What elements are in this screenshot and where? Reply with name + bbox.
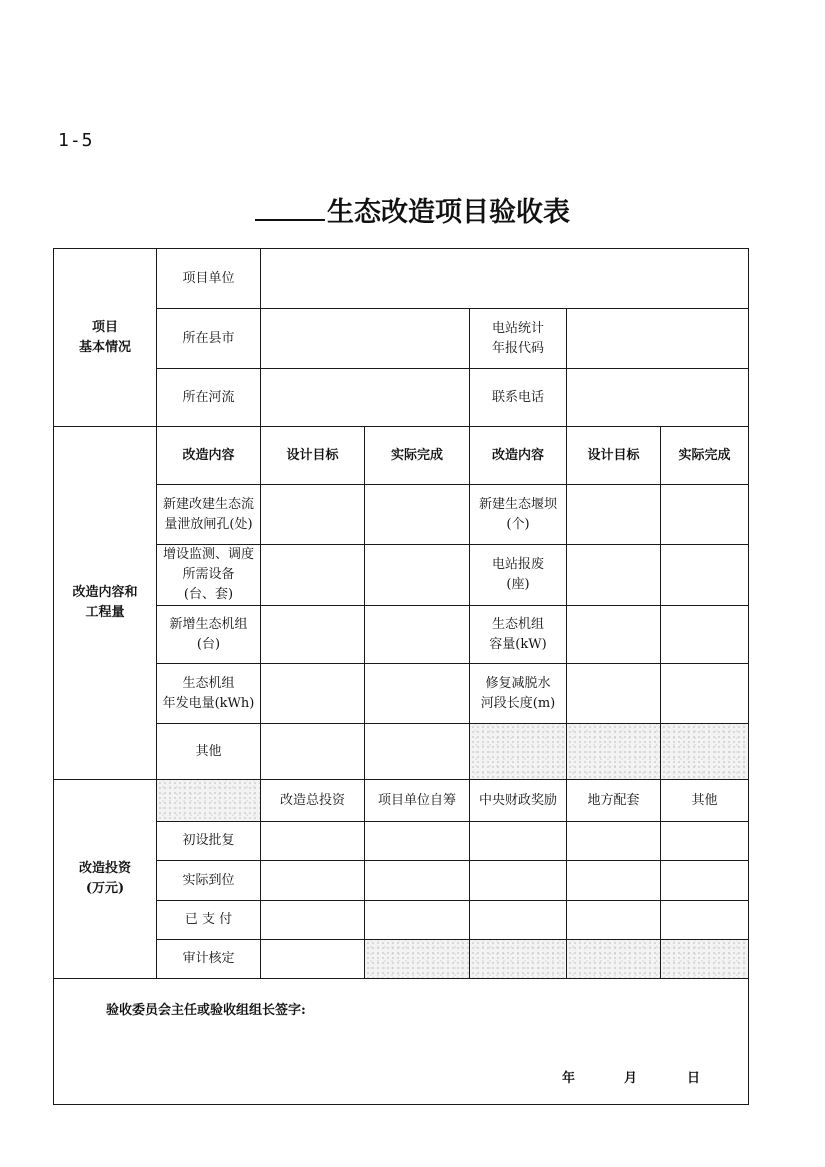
investment-field[interactable] bbox=[470, 822, 567, 861]
county-label: 所在县市 bbox=[157, 309, 261, 369]
works-header-actual: 实际完成 bbox=[365, 427, 470, 485]
date-month-label: 月 bbox=[624, 1071, 638, 1086]
investment-field[interactable] bbox=[261, 940, 365, 979]
works-item-other: 其他 bbox=[157, 724, 261, 780]
works-design-field[interactable] bbox=[567, 606, 661, 664]
works-actual-field[interactable] bbox=[365, 606, 470, 664]
date-year-label: 年 bbox=[562, 1071, 576, 1086]
works-item-left bbox=[157, 485, 261, 545]
signature-label: 验收委员会主任或验收组组长签字: bbox=[106, 1003, 306, 1018]
works-header-design-2: 设计目标 bbox=[567, 427, 661, 485]
works-item-right-text: 电站报废 (座) bbox=[491, 557, 544, 592]
works-header-content-2: 改造内容 bbox=[470, 427, 567, 485]
works-design-field[interactable] bbox=[261, 664, 365, 724]
works-design-field[interactable] bbox=[567, 664, 661, 724]
works-item-left-text: 新增生态机组 (台) bbox=[169, 616, 248, 652]
works-item-right bbox=[470, 664, 567, 724]
river-field[interactable] bbox=[261, 369, 470, 427]
investment-header: 中央财政奖励 bbox=[470, 780, 567, 822]
date-day-label: 日 bbox=[687, 1071, 701, 1086]
works-item-right-text: 修复减脱水 河段长度(m) bbox=[480, 675, 556, 711]
shaded-cell bbox=[470, 724, 567, 780]
shaded-cell bbox=[567, 940, 661, 979]
station-code-label-text: 电站统计 年报代码 bbox=[491, 320, 544, 356]
phone-field[interactable] bbox=[567, 369, 749, 427]
works-header-design: 设计目标 bbox=[261, 427, 365, 485]
investment-header: 项目单位自筹 bbox=[365, 780, 470, 822]
works-actual-field[interactable] bbox=[365, 545, 470, 606]
river-label: 所在河流 bbox=[157, 369, 261, 427]
investment-field[interactable] bbox=[567, 901, 661, 940]
shaded-cell bbox=[661, 724, 749, 780]
investment-field[interactable] bbox=[261, 901, 365, 940]
investment-row-label: 实际到位 bbox=[157, 861, 261, 901]
investment-field[interactable] bbox=[261, 861, 365, 901]
shaded-cell bbox=[661, 940, 749, 979]
station-code-label bbox=[470, 309, 567, 369]
investment-section-label bbox=[54, 780, 157, 979]
investment-field[interactable] bbox=[470, 861, 567, 901]
basic-info-section-label bbox=[54, 249, 157, 427]
investment-field[interactable] bbox=[365, 901, 470, 940]
acceptance-form-table bbox=[53, 248, 749, 1105]
investment-header: 地方配套 bbox=[567, 780, 661, 822]
works-design-field[interactable] bbox=[567, 545, 661, 606]
basic-info-section-label-text: 项目 基本情况 bbox=[78, 319, 131, 355]
works-actual-field[interactable] bbox=[365, 485, 470, 545]
works-item-right bbox=[470, 606, 567, 664]
works-actual-field[interactable] bbox=[661, 606, 749, 664]
works-design-field[interactable] bbox=[261, 724, 365, 780]
works-item-right-text: 生态机组 容量(kW) bbox=[489, 616, 547, 652]
investment-field[interactable] bbox=[261, 822, 365, 861]
works-item-left-text: 生态机组 年发电量(kWh) bbox=[162, 675, 255, 711]
works-section-label-text: 改造内容和 工程量 bbox=[72, 585, 138, 620]
investment-row-label: 已 支 付 bbox=[157, 901, 261, 940]
works-item-right-text: 新建生态堰坝 (个) bbox=[478, 496, 557, 532]
investment-field[interactable] bbox=[567, 861, 661, 901]
investment-section-label-text: 改造投资 (万元) bbox=[78, 861, 131, 896]
form-title bbox=[0, 190, 825, 229]
works-design-field[interactable] bbox=[261, 545, 365, 606]
station-code-field[interactable] bbox=[567, 309, 749, 369]
shaded-cell bbox=[365, 940, 470, 979]
works-item-left bbox=[157, 545, 261, 606]
project-unit-field[interactable] bbox=[261, 249, 749, 309]
investment-row-label: 初设批复 bbox=[157, 822, 261, 861]
works-section-label bbox=[54, 427, 157, 780]
works-item-right bbox=[470, 485, 567, 545]
works-item-left bbox=[157, 664, 261, 724]
shaded-cell bbox=[567, 724, 661, 780]
investment-row-label: 审计核定 bbox=[157, 940, 261, 979]
investment-header: 其他 bbox=[661, 780, 749, 822]
project-unit-label: 项目单位 bbox=[157, 249, 261, 309]
title-text: 生态改造项目验收表 bbox=[327, 197, 570, 228]
phone-label: 联系电话 bbox=[470, 369, 567, 427]
works-actual-field[interactable] bbox=[365, 664, 470, 724]
investment-field[interactable] bbox=[661, 822, 749, 861]
works-item-right bbox=[470, 545, 567, 606]
signature-area[interactable] bbox=[54, 979, 749, 1105]
investment-header: 改造总投资 bbox=[261, 780, 365, 822]
works-actual-field[interactable] bbox=[661, 664, 749, 724]
works-design-field[interactable] bbox=[261, 485, 365, 545]
works-header-actual-2: 实际完成 bbox=[661, 427, 749, 485]
works-item-left bbox=[157, 606, 261, 664]
investment-field[interactable] bbox=[365, 822, 470, 861]
works-design-field[interactable] bbox=[261, 606, 365, 664]
shaded-cell bbox=[470, 940, 567, 979]
works-item-left-text: 新建改建生态流 量泄放闸孔(处) bbox=[162, 496, 254, 532]
investment-field[interactable] bbox=[661, 901, 749, 940]
works-design-field[interactable] bbox=[567, 485, 661, 545]
works-actual-field[interactable] bbox=[661, 545, 749, 606]
works-actual-field[interactable] bbox=[365, 724, 470, 780]
title-blank-line[interactable] bbox=[255, 217, 325, 221]
county-field[interactable] bbox=[261, 309, 470, 369]
works-header-content: 改造内容 bbox=[157, 427, 261, 485]
page-number: 1-5 bbox=[58, 130, 94, 151]
investment-field[interactable] bbox=[661, 861, 749, 901]
shaded-cell bbox=[157, 780, 261, 822]
investment-field[interactable] bbox=[365, 861, 470, 901]
investment-field[interactable] bbox=[567, 822, 661, 861]
investment-field[interactable] bbox=[470, 901, 567, 940]
works-actual-field[interactable] bbox=[661, 485, 749, 545]
works-item-left-text: 增设监测、调度 所需设备 (台、套) bbox=[162, 547, 254, 602]
